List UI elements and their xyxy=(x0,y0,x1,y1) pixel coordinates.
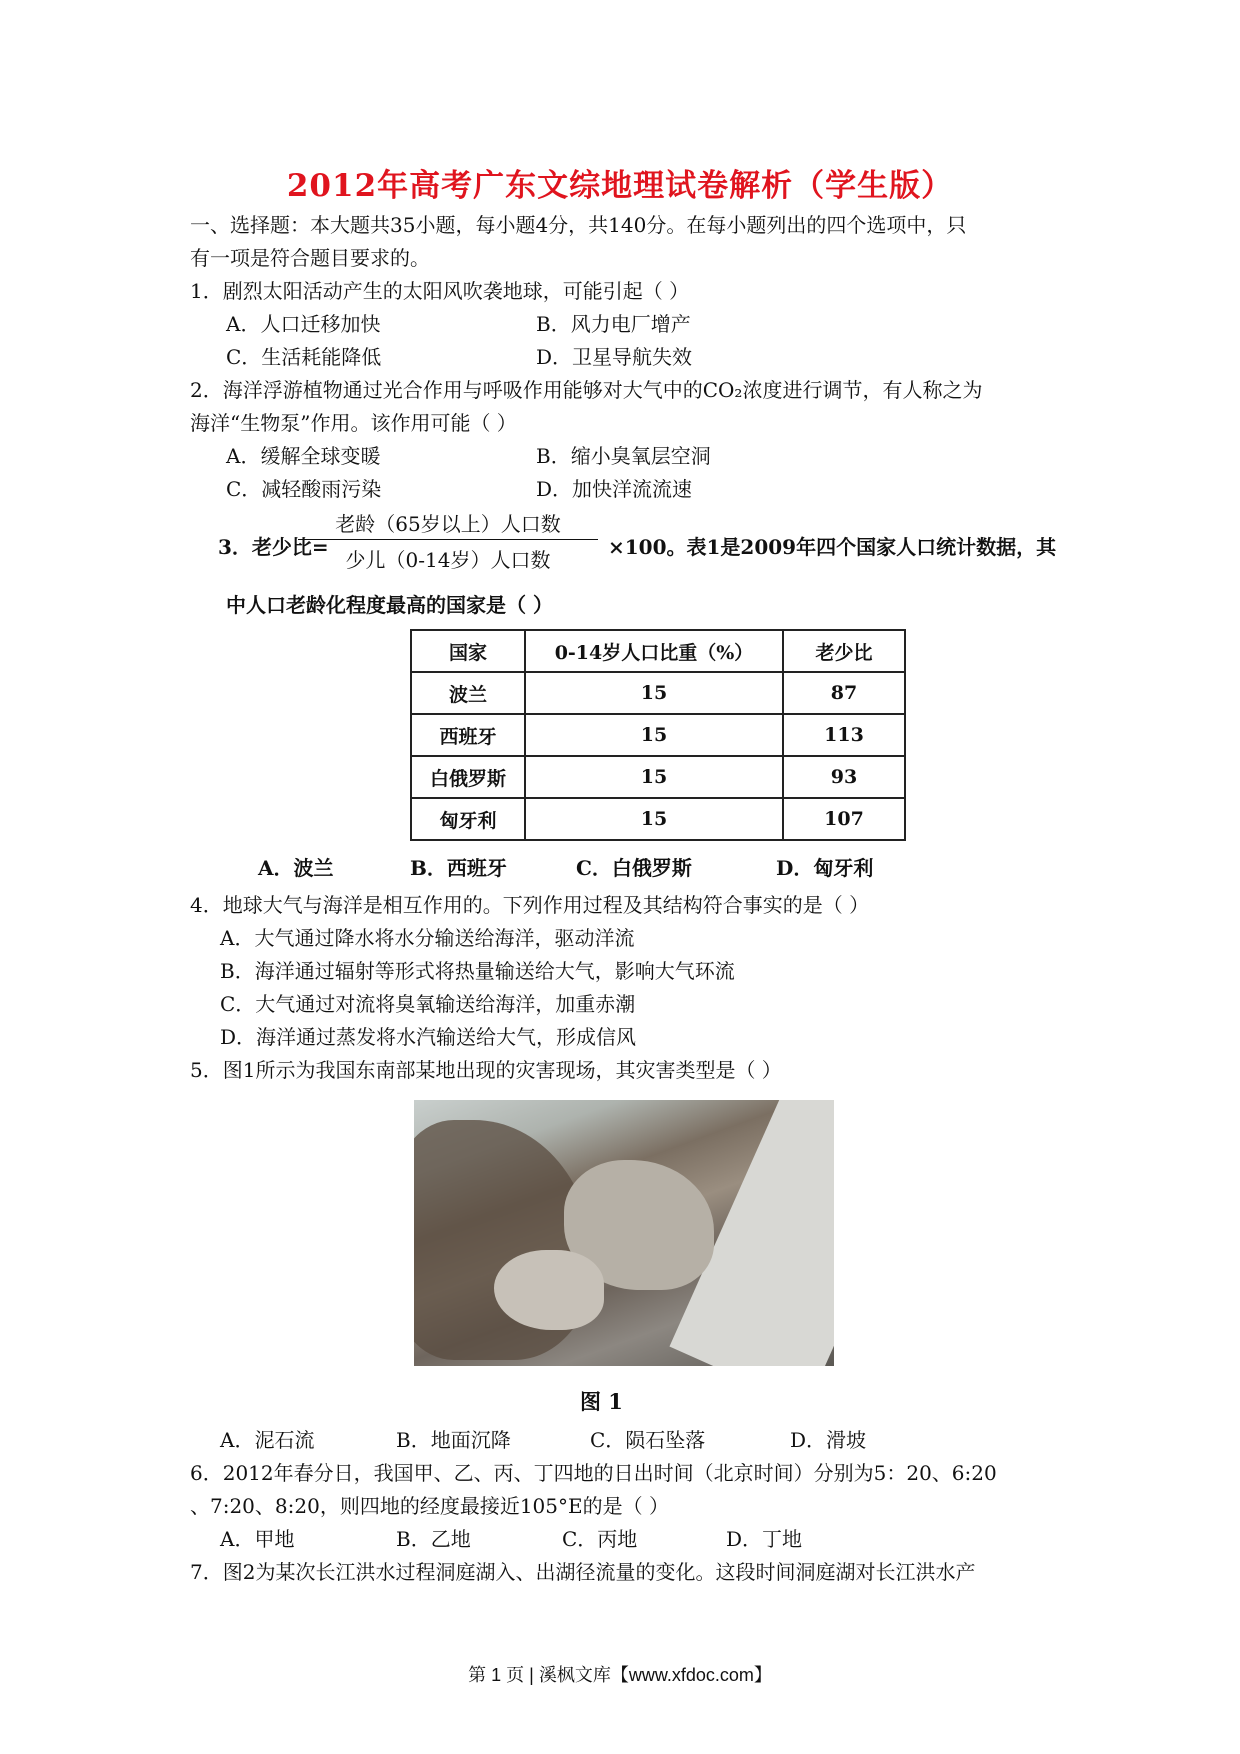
q6-stem-line1: 6．2012年春分日，我国甲、乙、丙、丁四地的日出时间（北京时间）分别为5：20、6:20 xyxy=(190,1461,997,1485)
table-cell-aging-ratio: 113 xyxy=(783,714,905,756)
landslide-photo xyxy=(414,1100,834,1366)
q6-option-b: B．乙地 xyxy=(396,1527,471,1551)
q4-stem: 4．地球大气与海洋是相互作用的。下列作用过程及其结构符合事实的是（ ） xyxy=(190,893,870,917)
q3-formula-prefix: 3．老少比= xyxy=(218,535,329,559)
q3-option-d: D．匈牙利 xyxy=(776,856,874,880)
q4-option-d: D．海洋通过蒸发将水汽输送给大气，形成信风 xyxy=(220,1025,637,1049)
q6-option-c: C．丙地 xyxy=(562,1527,638,1551)
q3-formula-suffix: ×100。表1是2009年四个国家人口统计数据，其 xyxy=(608,535,1057,559)
q1-option-c: C．生活耗能降低 xyxy=(226,345,382,369)
q3-option-b: B．西班牙 xyxy=(410,856,507,880)
q2-option-c: C．减轻酸雨污染 xyxy=(226,477,382,501)
table-cell-country: 西班牙 xyxy=(411,714,525,756)
table-row xyxy=(411,756,905,798)
q5-option-c: C．陨石坠落 xyxy=(590,1428,706,1452)
table-cell-child-ratio: 15 xyxy=(525,756,783,798)
q4-option-c: C．大气通过对流将臭氧输送给海洋，加重赤潮 xyxy=(220,992,636,1016)
q5-option-b: B．地面沉降 xyxy=(396,1428,511,1452)
table-cell-country: 波兰 xyxy=(411,672,525,714)
q4-option-a: A．大气通过降水将水分输送给海洋，驱动洋流 xyxy=(220,926,635,950)
q3-formula-denominator: 少儿（0-14岁）人口数 xyxy=(345,548,551,572)
q5-option-a: A．泥石流 xyxy=(220,1428,315,1452)
q6-option-d: D．丁地 xyxy=(726,1527,803,1551)
q6-option-a: A．甲地 xyxy=(220,1527,295,1551)
table-cell-country: 匈牙利 xyxy=(411,798,525,840)
q4-option-b: B．海洋通过辐射等形式将热量输送给大气，影响大气环流 xyxy=(220,959,735,983)
q2-stem-line2: 海洋“生物泵”作用。该作用可能（ ） xyxy=(190,411,517,435)
section-intro-line1: 一、选择题：本大题共35小题，每小题4分，共140分。在每小题列出的四个选项中，只 xyxy=(190,213,967,237)
table-cell-aging-ratio: 87 xyxy=(783,672,905,714)
population-table xyxy=(410,629,906,841)
q7-stem: 7．图2为某次长江洪水过程洞庭湖入、出湖径流量的变化。这段时间洞庭湖对长江洪水产 xyxy=(190,1560,976,1584)
q1-stem: 1．剧烈太阳活动产生的太阳风吹袭地球，可能引起（ ） xyxy=(190,279,690,303)
table-row xyxy=(411,672,905,714)
table-cell-country: 白俄罗斯 xyxy=(411,756,525,798)
q3-stem-line2: 中人口老龄化程度最高的国家是（ ） xyxy=(226,593,553,617)
q2-stem-line1: 2．海洋浮游植物通过光合作用与呼吸作用能够对大气中的CO₂浓度进行调节，有人称之为 xyxy=(190,378,983,402)
page-footer: 第 1 页 | 溪枫文库【www.xfdoc.com】 xyxy=(468,1665,772,1685)
q5-option-d: D．滑坡 xyxy=(790,1428,867,1452)
q3-option-a: A．波兰 xyxy=(258,856,334,880)
q1-option-d: D．卫星导航失效 xyxy=(536,345,693,369)
table-header-country: 国家 xyxy=(411,630,525,672)
photo-boulder xyxy=(494,1250,604,1330)
table-header-child-ratio: 0-14岁人口比重（%） xyxy=(525,630,783,672)
q2-option-a: A．缓解全球变暖 xyxy=(226,444,381,468)
table-cell-child-ratio: 15 xyxy=(525,672,783,714)
q1-option-a: A．人口迁移加快 xyxy=(226,312,381,336)
q3-option-c: C．白俄罗斯 xyxy=(576,856,692,880)
figure-1-caption: 图 1 xyxy=(580,1389,623,1414)
q1-option-b: B．风力电厂增产 xyxy=(536,312,691,336)
section-intro-line2: 有一项是符合题目要求的。 xyxy=(190,246,430,270)
q2-option-d: D．加快洋流流速 xyxy=(536,477,693,501)
q6-stem-line2: 、7:20、8:20，则四地的经度最接近105°E的是（ ） xyxy=(190,1494,669,1518)
q2-option-b: B．缩小臭氧层空洞 xyxy=(536,444,711,468)
table-header-row xyxy=(411,630,905,672)
table-cell-child-ratio: 15 xyxy=(525,798,783,840)
q3-formula-numerator: 老龄（65岁以上）人口数 xyxy=(298,508,598,540)
page-title: 2012年高考广东文综地理试卷解析（学生版） xyxy=(286,168,954,204)
table-cell-aging-ratio: 93 xyxy=(783,756,905,798)
table-row xyxy=(411,714,905,756)
table-header-aging-ratio: 老少比 xyxy=(783,630,905,672)
q5-stem: 5．图1所示为我国东南部某地出现的灾害现场，其灾害类型是（ ） xyxy=(190,1058,782,1082)
table-cell-aging-ratio: 107 xyxy=(783,798,905,840)
q3-formula-fraction xyxy=(298,508,598,573)
table-cell-child-ratio: 15 xyxy=(525,714,783,756)
table-row xyxy=(411,798,905,840)
